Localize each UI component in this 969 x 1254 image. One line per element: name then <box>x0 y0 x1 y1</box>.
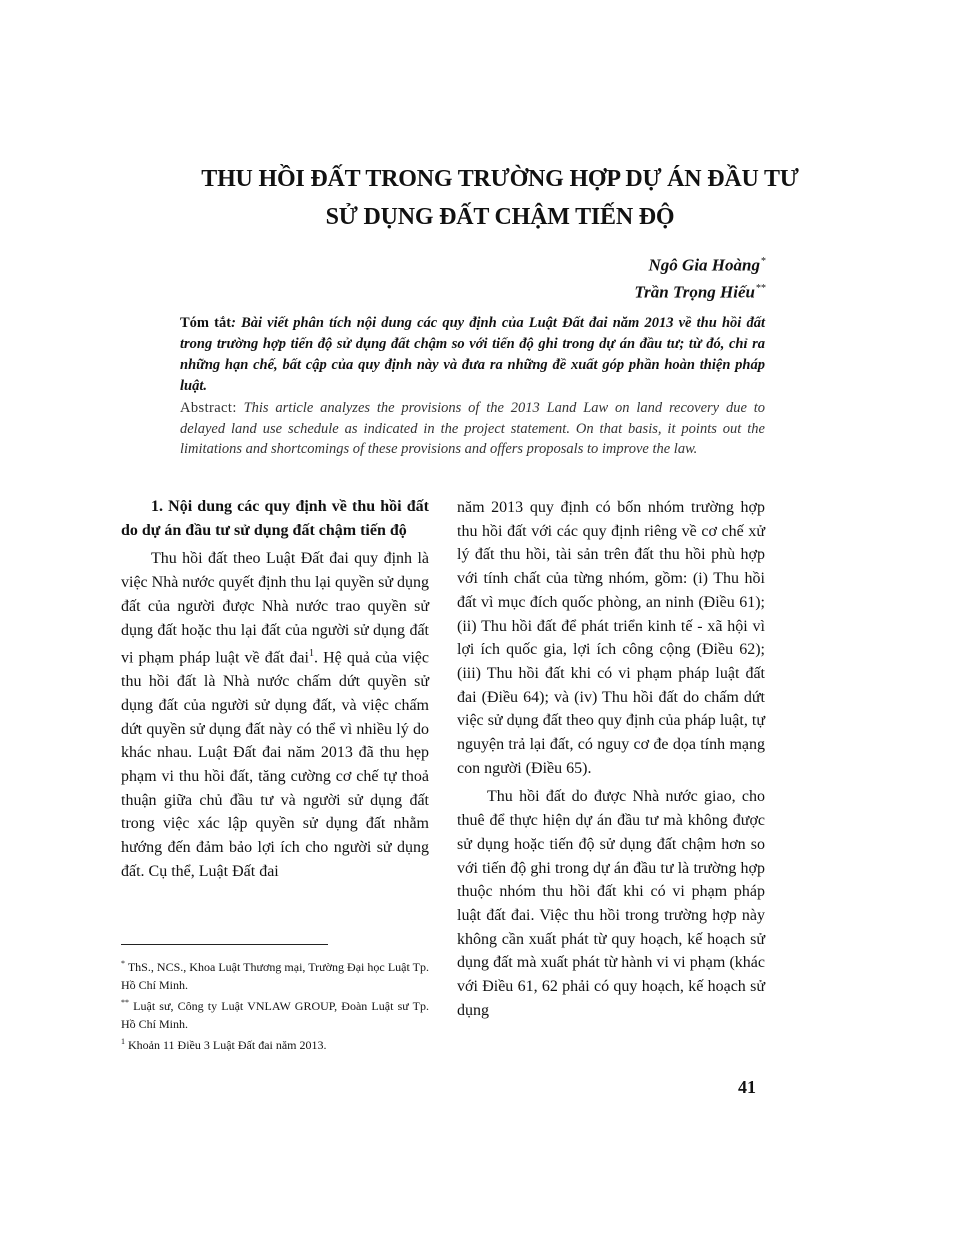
author-1-mark: * <box>761 256 766 267</box>
title-line-2: SỬ DỤNG ĐẤT CHẬM TIẾN ĐỘ <box>325 204 675 230</box>
summary-lead: Tóm tắt <box>180 315 232 331</box>
footnote-3: $^1$ Khoản 11 Điều 3 Luật Đất đai năm 2013. <box>121 1037 327 1052</box>
abstract-text: This article analyzes the provisions of the 2013 Land Law on land recovery due to delayed land use schedule as indicated in the project statement. On that basis, it points out the limitations and shortcomings of these provisions and offers proposals to improve the law. <box>180 400 765 457</box>
footnote-divider <box>121 944 328 945</box>
vietnamese-summary: Tóm tắt: Bài viết phân tích nội dung các quy định của Luật Đất đai năm 2013 về thu hồi đất trong trường hợp tiến độ sử dụng đất chậm so với tiến độ ghi trong dự án đầu tư; từ đó, chỉ ra những hạn chế, bất cập của quy định này và đưa ra những đề xuất góp phần hoàn thiện pháp luật. <box>180 315 765 394</box>
english-abstract <box>180 398 765 460</box>
author-1 <box>634 250 766 277</box>
author-1-name: Ngô Gia Hoàng <box>648 255 760 275</box>
abstract-lead: Abstract: <box>180 400 237 416</box>
title-line-1: THU HỒI ĐẤT TRONG TRƯỜNG HỢP DỰ ÁN ĐẦU TƯ <box>201 166 799 192</box>
article-title <box>120 160 880 236</box>
left-column <box>121 495 429 884</box>
right-column <box>457 496 765 1022</box>
right-paragraph-1: năm 2013 quy định có bốn nhóm trường hợp thu hồi đất với các quy định riêng về cơ chế xử lý đất thu hồi, tài sản trên đất thu hồi phù hợp với tính chất của từng nhóm, gồm: (i) Thu hồi đất vì mục đích quốc phòng, an ninh (Điều 61); (ii) Thu hồi đất để phát triển kinh tế - xã hội vì lợi ích quốc gia, lợi ích công cộng (Điều 62); (iii) Thu hồi đất khi có vi phạm pháp luật đất đai (Điều 64); và (iv) Thu hồi đất do chấm dứt việc sử dụng đất theo quy định của pháp luật, tự nguyện trả lại đất, có nguy cơ đe dọa tính mạng con người (Điều 65). <box>457 499 765 777</box>
author-2-name: Trần Trọng Hiếu <box>634 282 755 302</box>
footnote-1: * ThS., NCS., Khoa Luật Thương mại, Trường Đại học Luật Tp. Hồ Chí Minh. <box>121 959 429 992</box>
page-number: 41 <box>738 1077 756 1097</box>
left-paragraph: Thu hồi đất theo Luật Đất đai quy định là việc Nhà nước quyết định thu lại quyền sử dụng đất của người được Nhà nước trao quyền sử dụng đất hoặc thu lại đất của người sử dụng đất vi phạm pháp luật về đất đai$^1$. Hệ quả của việc thu hồi đất là Nhà nước chấm dứt quyền sử dụng đất của người sử dụng đất, và việc chấm dứt quyền sử dụng đất này có thể vì nhiều lý do khác nhau. Luật Đất đai năm 2013 đã thu hẹp phạm vi thu hồi đất, tăng cường cơ chế tự thoả thuận giữa chủ đầu tư và người sử dụng đất trong việc xác lập quyền sử dụng đất nhằm hướng đến đảm bảo lợi ích cho người sử dụng đất. Cụ thể, Luật Đất đai <box>121 550 430 880</box>
footnotes <box>121 955 429 1055</box>
author-block <box>634 250 766 303</box>
right-paragraph-2: Thu hồi đất do được Nhà nước giao, cho thuê để thực hiện dự án đầu tư mà không được sử dụng hoặc tiến độ sử dụng đất chậm hơn so với tiến độ ghi trong dự án đầu tư là trường hợp thuộc nhóm thu hồi đất khi có vi phạm pháp luật đất đai. Việc thu hồi trong trường hợp này không cần xuất phát từ quy hoạch, kế hoạch sử dụng đất mà xuất phát từ hành vi vi phạm (khác với Điều 61, 62 phải có quy hoạch, kế hoạch sử dụng <box>457 788 765 1019</box>
author-2-mark: ** <box>756 282 766 294</box>
footnote-2: ** Luật sư, Công ty Luật VNLAW GROUP, Đoàn Luật sư Tp. Hồ Chí Minh. <box>121 998 430 1031</box>
summary-text: Bài viết phân tích nội dung các quy định của Luật Đất đai năm 2013 về thu hồi đất trong trường hợp tiến độ sử dụng đất chậm so với tiến độ ghi trong dự án đầu tư; từ đó, chỉ ra những hạn chế, bất cập của quy định này và đưa ra những đề xuất góp phần hoàn thiện pháp luật. <box>180 315 765 394</box>
author-2 <box>634 277 766 304</box>
section-heading: 1. Nội dung các quy định về thu hồi đất do dự án đầu tư sử dụng đất chậm tiến độ <box>121 498 429 539</box>
footnote-ref-1[interactable]: 1 <box>308 648 314 660</box>
